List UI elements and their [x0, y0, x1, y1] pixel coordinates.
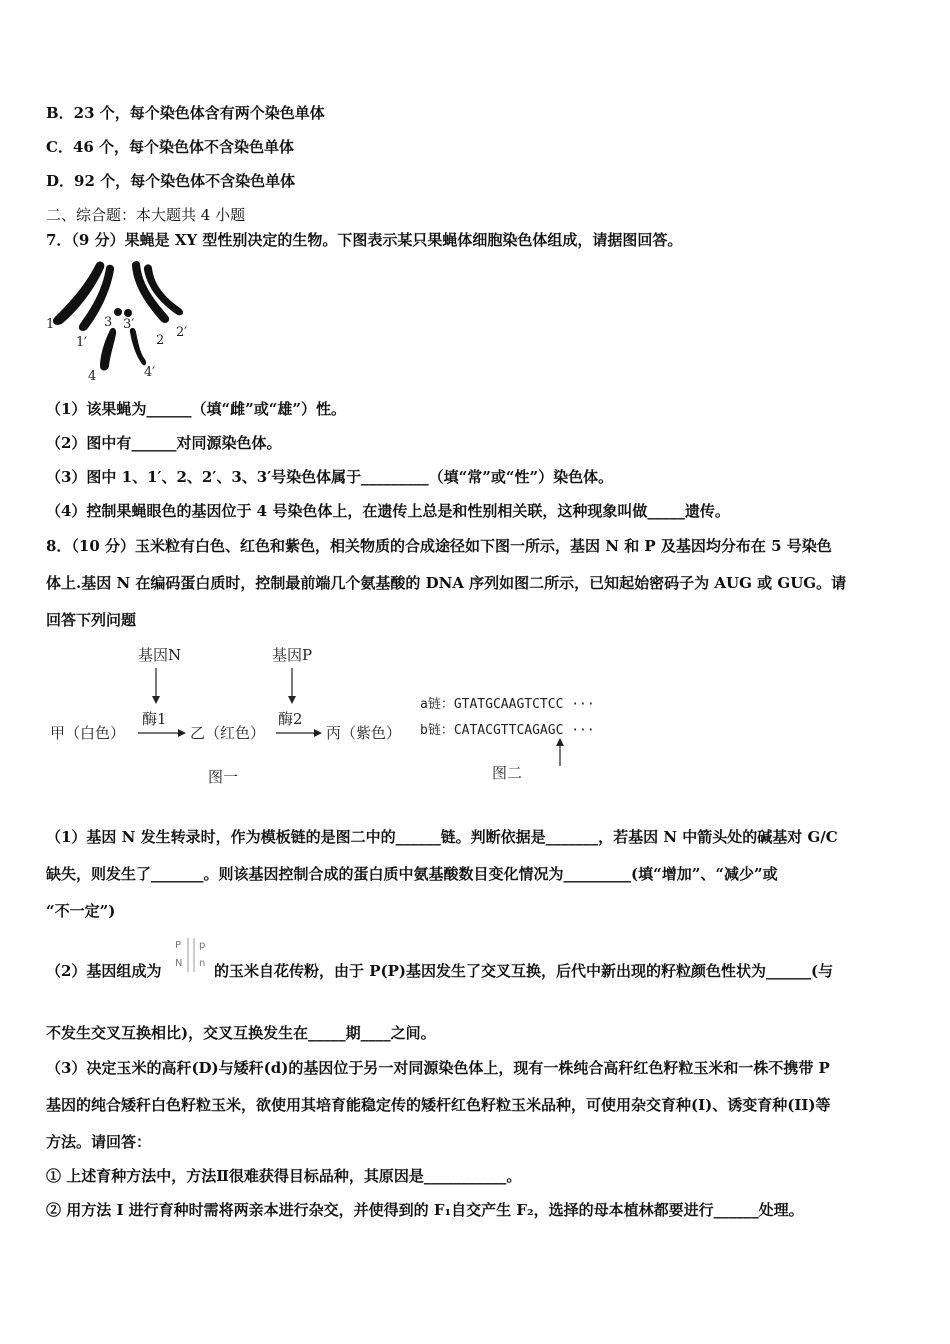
gene-p-arrowhead	[288, 696, 296, 704]
chromosome-3	[114, 308, 122, 316]
q8-stem-line1: 8．（10 分）玉米粒有白色、红色和紫色，相关物质的合成途径如下图一所示，基因 N 和 P 及基因均分布在 5 号染色	[46, 537, 832, 555]
q8-sub3-line1: （3）决定玉米的高秆(D)与矮秆(d)的基因位于另一对同源染色体上，现有一株纯合高秆红色籽粒玉米和一株不携带 P	[46, 1059, 830, 1077]
q8-sub2-line1b: 的玉米自花传粉，由于 P(P)基因发生了交叉互换，后代中新出现的籽粒颜色性状为______(与	[214, 962, 834, 980]
arrow-jia-yi-head	[178, 729, 186, 737]
gene-n-arrowhead	[152, 696, 160, 704]
label-1prime: 1′	[76, 335, 88, 350]
arrow-yi-bing-head	[314, 729, 322, 737]
q8-sub1-line1: （1）基因 N 发生转录时，作为模板链的是图二中的______链。判断依据是_______，若基因 N 中箭头处的碱基对 G/C	[46, 828, 838, 846]
q7-stem: 7．（9 分）果蝇是 XY 型性别决定的生物。下图表示某只果蝇体细胞染色体组成，请据图回答。	[46, 231, 683, 249]
enzyme1-label: 酶1	[142, 710, 167, 728]
q7-sub1: （1）该果蝇为______（填“雌”或“雄”）性。	[46, 400, 346, 418]
label-2: 2	[156, 333, 165, 348]
q8-sub1-line3: “不一定”)	[46, 902, 116, 920]
fig2-caption: 图二	[492, 764, 523, 782]
chromosome-1	[53, 261, 104, 324]
q8-stem-line2: 体上.基因 N 在编码蛋白质时，控制最前端几个氨基酸的 DNA 序列如图二所示，已知起始密码子为 AUG 或 GUG。请	[46, 574, 847, 592]
chromosome-figure	[44, 258, 194, 384]
q8-stem-line3: 回答下列问题	[46, 611, 137, 629]
q8-sub3-line2: 基因的纯合矮秆白色籽粒玉米，欲使用其培育能稳定传的矮杆红色籽粒玉米品种，可使用杂交育种(I)、诱变育种(II)等	[46, 1096, 831, 1114]
gene-p-label: 基因P	[272, 646, 313, 664]
chromosome-3prime	[124, 309, 132, 317]
enzyme2-label: 酶2	[278, 710, 303, 728]
label-4: 4	[88, 369, 97, 384]
q8-sub3-line3: 方法。请回答：	[46, 1133, 152, 1151]
q8-sub3-item2: ② 用方法 I 进行育种时需将两亲本进行杂交，并使得到的 F₁自交产生 F₂，选择的母本植林都要进行______处理。	[46, 1201, 804, 1219]
option-b: B．23 个，每个染色体含有两个染色单体	[46, 104, 325, 122]
genotype-diagram	[172, 936, 212, 976]
option-d: D．92 个，每个染色体不含染色单体	[46, 172, 296, 190]
genotype-bottom-left: N	[175, 958, 183, 969]
gene-n-label: 基因N	[138, 646, 182, 664]
genotype-top-right: p	[199, 940, 206, 951]
q7-sub2: （2）图中有______对同源染色体。	[46, 434, 282, 452]
genotype-top-left: P	[175, 940, 182, 951]
chromosome-4prime	[130, 328, 146, 365]
yi-label: 乙（红色）	[190, 724, 266, 742]
label-3: 3	[104, 315, 113, 330]
q8-sub3-item1: ① 上述育种方法中，方法Ⅱ很难获得目标品种，其原因是___________。	[46, 1167, 522, 1185]
pathway-figure	[46, 640, 636, 790]
mutation-arrowhead	[556, 738, 564, 746]
jia-label: 甲（白色）	[50, 724, 126, 742]
bing-label: 丙（紫色）	[326, 724, 402, 742]
chain-a: a链：GTATGCAAGTCTCC ···	[420, 697, 595, 712]
section-heading: 二、综合题：本大题共 4 小题	[46, 206, 246, 224]
option-c: C．46 个，每个染色体不含染色单体	[46, 138, 295, 156]
label-2prime: 2′	[176, 325, 188, 340]
q7-sub4: （4）控制果蝇眼色的基因位于 4 号染色体上，在遗传上总是和性别相关联，这种现象叫做_____遗传。	[46, 502, 730, 520]
q8-sub2-line1a: （2）基因组成为	[46, 962, 162, 980]
q8-sub2-line2: 不发生交叉互换相比)，交叉互换发生在_____期____之间。	[46, 1024, 436, 1042]
label-3prime: 3′	[123, 317, 135, 332]
chain-b: b链：CATACGTTCAGAGC ···	[420, 723, 595, 738]
label-1: 1	[46, 317, 55, 332]
genotype-bottom-right: n	[199, 958, 206, 969]
chromosome-4	[100, 328, 116, 371]
label-4prime: 4′	[144, 365, 156, 380]
q7-sub3: （3）图中 1、1′、2、2′、3、3′号染色体属于_________（填“常”或“性”）染色体。	[46, 468, 614, 486]
chromosome-2prime	[144, 264, 183, 315]
fig1-caption: 图一	[208, 768, 239, 786]
q8-sub1-line2: 缺失，则发生了_______。则该基因控制合成的蛋白质中氨基酸数目变化情况为_________(填“增加”、“减少”或	[46, 865, 778, 883]
